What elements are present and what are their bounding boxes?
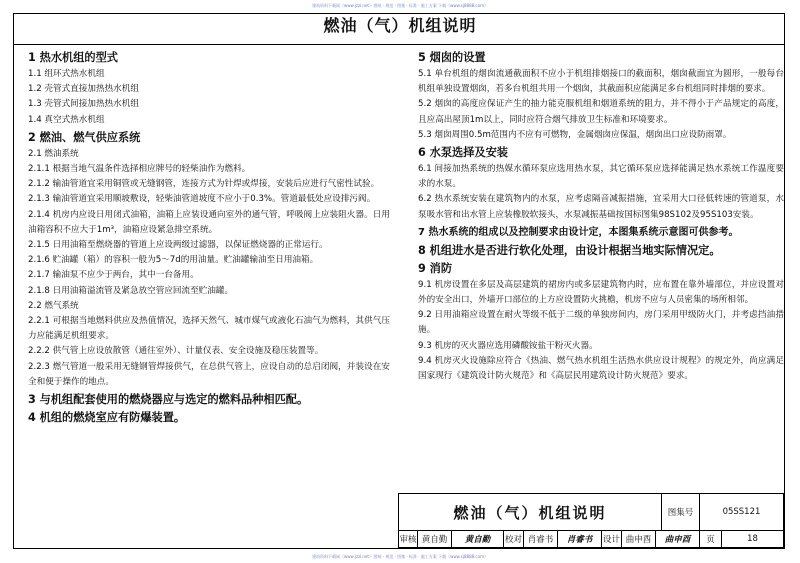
paragraph: 9.2 日用油箱应设置在耐火等级不低于二级的单独房间内，房门采用甲级防火门，并考虑挡油措施。 — [418, 310, 784, 336]
section-heading: 8 机组进水是否进行软化处理，由设计根据当地实际情况定。 — [418, 243, 721, 257]
paragraph: 5.2 烟囱的高度应保证产生的抽力能克服机组和烟道系统的阻力，并不得小于产品规定的高度，且应高出屋顶1m以上，同时应符合烟气排放卫生标准和环境要求。 — [418, 99, 784, 125]
designer-signature: 曲申酉 — [656, 531, 700, 548]
paragraph: 2.1.7 输油泵不应少于两台，其中一台备用。 — [28, 270, 199, 281]
section-heading: 5 烟囱的设置 — [418, 51, 486, 64]
paragraph: 9.3 机房的灭火器应选用磷酸铵盐干粉灭火器。 — [418, 340, 598, 351]
titleblock-title: 燃油（气）机组说明 — [399, 494, 662, 531]
checker-name: 肖睿书 — [524, 531, 558, 548]
paragraph: 9.1 机房设置在多层及高层建筑的裙房内或多层建筑物内时，应布置在靠外墙部位，并应设置对外的安全出口，外墙开口部位的上方应设置防火挑檐，机房不应与人员密集的场所相邻。 — [418, 279, 784, 306]
paragraph: 1.2 壳管式直接加热热水机组 — [28, 84, 139, 95]
section-heading: 6 水泵选择及安装 — [418, 146, 508, 160]
atlas-no-label: 图集号 — [662, 494, 700, 531]
atlas-no: 05SS121 — [700, 494, 784, 531]
paragraph: 2.1.1 根据当地气温条件选择相应牌号的轻柴油作为燃料。 — [28, 164, 251, 175]
review-label: 审核 — [399, 531, 418, 548]
paragraph: 5.1 单台机组的烟囱流通截面积不应小于机组排烟接口的截面积，烟囱截面宜为圆形，一般每台机组单独设置烟囱，若多台机组共用一个烟囱，其截面积应能满足多台机组同时排烟的要求。 — [418, 69, 784, 95]
paragraph: 1.3 壳管式间接加热热水机组 — [28, 99, 139, 110]
right-column — [418, 48, 784, 384]
check-label: 校对 — [504, 531, 524, 548]
title-divider — [13, 44, 785, 45]
paragraph: 5.3 烟囱周围0.5m范围内不应有可燃物，金属烟囱应保温，烟囱出口应设防雨罩。 — [418, 129, 732, 140]
paragraph: 6.2 热水系统安装在建筑物内的水泵，应考虑隔音减振措施，宜采用大口径低转速的管道泵，水泵吸水管和出水管上应装橡胶软接头，水泵减振基础按国标图集98S102及95S103安装。 — [418, 194, 784, 220]
title-block — [398, 493, 785, 549]
section-heading: 2 燃油、燃气供应系统 — [28, 130, 141, 144]
section-heading: 1 热水机组的型式 — [28, 51, 118, 64]
design-label: 设计 — [602, 531, 622, 548]
designer-name: 曲申酉 — [622, 531, 656, 548]
reviewer-signature: 黄自勤 — [452, 531, 504, 548]
paragraph: 1.4 真空式热水机组 — [28, 114, 105, 125]
paragraph: 6.1 间接加热系统的热媒水循环泵应选用热水泵，其它循环泵应选择能满足热水系统工作温度要求的水泵。 — [418, 164, 784, 190]
paragraph: 2.1.4 机房内应设日用闭式油箱，油箱上应装设通向室外的通气管，呼吸阀上应装阻火器。日用油箱容积不应大于1m³，油箱应设紧急排空系统。 — [28, 209, 390, 235]
reviewer-name: 黄自勤 — [418, 531, 452, 548]
paragraph: 2.1 燃油系统 — [28, 148, 79, 159]
paragraph: 2.1.8 日用油箱溢流管及紧急放空管应回流至贮油罐。 — [28, 285, 234, 296]
paragraph: 9.4 机房灭火设施除应符合《热油、燃气热水机组生活热水供应设计规程》的规定外，尚应满足国家现行《建筑设计防火规范》和《高层民用建筑设计防火规范》要求。 — [418, 355, 784, 382]
paragraph: 2.1.6 贮油罐（箱）的容积一般为5～7d的用油量。贮油罐输油至日用油箱。 — [28, 255, 319, 266]
section-heading: 9 消防 — [418, 261, 453, 275]
watermark-bottom: 建筑资料下载网（www.jzzl.net）· 图纸 · 规范 · 图集 · 标准 · 施工方案 下载（www.sj8888.com） — [312, 554, 488, 559]
paragraph: 2.2.3 燃气管道一般采用无缝钢管焊接供气，在总供气管上，应设自动的总启闭阀，并装设在安全和便于操作的地点。 — [28, 361, 390, 387]
paragraph: 2.1.2 输油管道宜采用铜管或无缝钢管，连接方式为针焊或焊接，安装后应进行气密性试验。 — [28, 179, 380, 190]
checker-signature: 肖睿书 — [558, 531, 602, 548]
paragraph: 1.1 组环式热水机组 — [28, 69, 105, 79]
watermark-top: 建筑资料下载网（www.jzzl.net）· 图纸 · 规范 · 图集 · 标准 · 施工方案 下载（www.sj8888.com） — [312, 3, 488, 8]
paragraph: 2.2.2 供气管上应设放散管（通往室外）、计量仪表、安全设施及稳压装置等。 — [28, 346, 324, 357]
paragraph: 2.1.3 输油管道宜采用顺坡敷设，轻柴油管道坡度不应小于0.3%。管道最低处应设排污阀。 — [28, 194, 376, 205]
section-heading: 7 热水系统的组成以及控制要求由设计定，本图集系统示意图可供参考。 — [418, 226, 739, 238]
left-column — [28, 48, 390, 427]
paragraph: 2.2.1 可根据当地燃料供应及热值情况，选择天然气、城市煤气或液化石油气为燃料，其供气压力应能满足机组要求。 — [28, 316, 390, 342]
section-heading: 4 机组的燃烧室应有防爆装置。 — [28, 411, 186, 425]
paragraph: 2.1.5 日用油箱至燃烧器的管道上应设两级过滤器，以保证燃烧器的正常运行。 — [28, 240, 328, 251]
page-title: 燃油（气）机组说明 — [323, 16, 477, 35]
section-heading: 3 与机组配套使用的燃烧器应与选定的燃料品种相匹配。 — [28, 393, 309, 407]
paragraph: 2.2 燃气系统 — [28, 300, 79, 311]
page-label: 页 — [700, 531, 722, 548]
page-number: 18 — [722, 531, 784, 548]
